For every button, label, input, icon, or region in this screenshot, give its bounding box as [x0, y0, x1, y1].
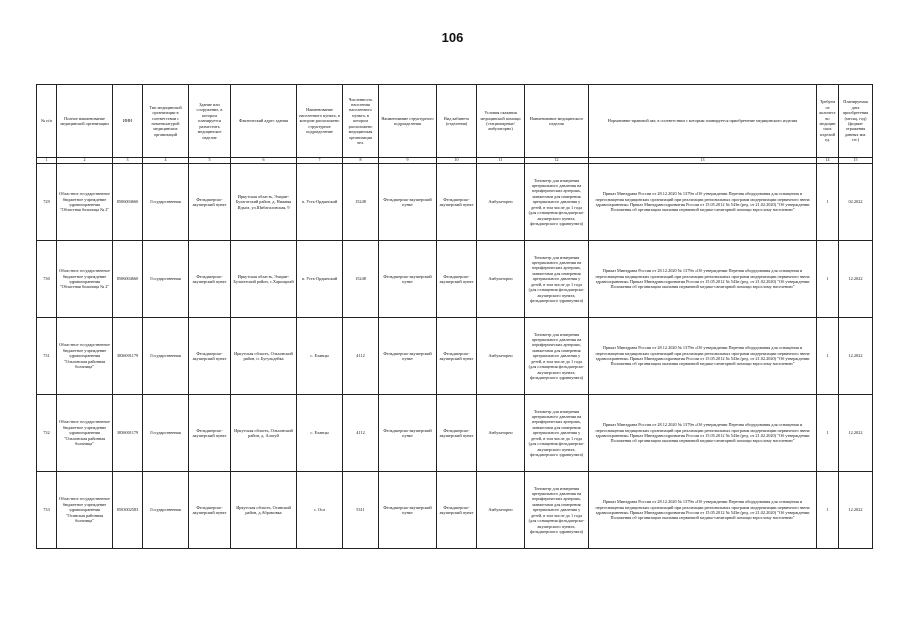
header-cell: Нормативно-правовой акт, в соответствии с которым планируется приобретение медицинского изделия: [589, 85, 817, 158]
purchase-date: 02.2022: [839, 164, 873, 241]
locality: с. Оса: [297, 472, 343, 549]
organization-type: Государственная: [143, 164, 189, 241]
subdivision: Фельдшерско-акушерский пункт: [379, 164, 437, 241]
quantity: 1: [817, 241, 839, 318]
legal-act: Приказ Минздрава России от 28.12.2020 № 1379н «Об утверждении Перечня оборудования для оснащения и переоснащения медицинских организаций при реализации региональных программ модернизации первичного звена здравоохранения» Приказ Минздравсоцразвития России от 15.05.2012 № 543н (ред. от 21.02.2020) "Об утверждении Положения об организации оказания первичной медико-санитарной помощи взрослому населению": [589, 395, 817, 472]
column-number: 3: [113, 158, 143, 164]
cabinet-type: Фельдшерско-акушерский пункт: [437, 395, 477, 472]
quantity: 1: [817, 472, 839, 549]
locality: п. Усть-Ордынский: [297, 164, 343, 241]
table-row: [37, 241, 873, 318]
row-number: 729: [37, 164, 57, 241]
legal-act: Приказ Минздрава России от 28.12.2020 № 1379н «Об утверждении Перечня оборудования для оснащения и переоснащения медицинских организаций при реализации региональных программ модернизации первичного звена здравоохранения» Приказ Минздравсоцразвития России от 15.05.2012 № 543н (ред. от 21.02.2020) "Об утверждении Положения об организации оказания первичной медико-санитарной помощи взрослому населению": [589, 472, 817, 549]
column-number: 5: [189, 158, 231, 164]
row-number: 732: [37, 395, 57, 472]
table-row: [37, 395, 873, 472]
population: 5311: [343, 472, 379, 549]
inn: 3836001179: [113, 395, 143, 472]
organization-name: Областное государственное бюджетное учреждение здравоохранения "Областная больница № 2": [57, 241, 113, 318]
care-conditions: Амбулаторно: [477, 241, 525, 318]
address: Иркутская область, Ольхонский район, п. Бугульдейка: [231, 318, 297, 395]
column-number: 13: [589, 158, 817, 164]
address: Иркутская область, Осинский район, д.Абрамовка: [231, 472, 297, 549]
header-row: [37, 85, 873, 158]
organization-name: Областное государственное бюджетное учреждение здравоохранения "Областная больница № 2": [57, 164, 113, 241]
purchase-date: 12.2022: [839, 472, 873, 549]
organization-name: Областное государственное бюджетное учреждение здравоохранения "Ольхонская районная больница": [57, 395, 113, 472]
header-cell: Наименование структурного подразделения: [379, 85, 437, 158]
cabinet-type: Фельдшерско-акушерский пункт: [437, 241, 477, 318]
quantity: 1: [817, 164, 839, 241]
medical-equipment-table: [36, 84, 873, 549]
inn: 8503002583: [113, 472, 143, 549]
population: 4112: [343, 318, 379, 395]
address: Иркутская область, Ольхонский район, д. Алагуй: [231, 395, 297, 472]
device-name: Тонометр для измерения артериального давления на периферических артериях, манжетами для измерения артериального давления у детей, в том числе до 1 года (для оснащения фельдшерско-акушерского пункта, фельдшерского здравпункта): [525, 472, 589, 549]
cabinet-type: Фельдшерско-акушерский пункт: [437, 472, 477, 549]
quantity: 1: [817, 318, 839, 395]
column-number: 4: [143, 158, 189, 164]
inn: 8506004660: [113, 164, 143, 241]
table-row: [37, 164, 873, 241]
purchase-date: 12.2022: [839, 318, 873, 395]
care-conditions: Амбулаторно: [477, 164, 525, 241]
page-number: 106: [441, 30, 464, 45]
subdivision: Фельдшерско-акушерский пункт: [379, 395, 437, 472]
header-cell: Численность населения населенного пункта, в котором расположено медицинская организация чел.: [343, 85, 379, 158]
population: 15248: [343, 241, 379, 318]
legal-act: Приказ Минздрава России от 28.12.2020 № 1379н «Об утверждении Перечня оборудования для оснащения и переоснащения медицинских организаций при реализации региональных программ модернизации первичного звена здравоохранения» Приказ Минздравсоцразвития России от 15.05.2012 № 543н (ред. от 21.02.2020) "Об утверждении Положения об организации оказания первичной медико-санитарной помощи взрослому населению": [589, 164, 817, 241]
column-number: 1: [37, 158, 57, 164]
header-cell: Планируемая дата приобретения (месяц, год) (формат отражения данных мм. ггг.): [839, 85, 873, 158]
cabinet-type: Фельдшерско-акушерский пункт: [437, 318, 477, 395]
device-name: Тонометр для измерения артериального давления на периферических артериях, манжетами для измерения артериального давления у детей, в том числе до 1 года (для оснащения фельдшерско-акушерского пункта, фельдшерского здравпункта): [525, 164, 589, 241]
row-number: 733: [37, 472, 57, 549]
building: Фельдшерско-акушерский пункт: [189, 318, 231, 395]
building: Фельдшерско-акушерский пункт: [189, 472, 231, 549]
locality: с. Еланцы: [297, 395, 343, 472]
subdivision: Фельдшерско-акушерский пункт: [379, 241, 437, 318]
building: Фельдшерско-акушерский пункт: [189, 241, 231, 318]
legal-act: Приказ Минздрава России от 28.12.2020 № 1379н «Об утверждении Перечня оборудования для оснащения и переоснащения медицинских организаций при реализации региональных программ модернизации первичного звена здравоохранения» Приказ Минздравсоцразвития России от 15.05.2012 № 543н (ред. от 21.02.2020) "Об утверждении Положения об организации оказания первичной медико-санитарной помощи взрослому населению": [589, 241, 817, 318]
column-number: 10: [437, 158, 477, 164]
population: 15248: [343, 164, 379, 241]
table-row: [37, 318, 873, 395]
purchase-date: 12.2022: [839, 395, 873, 472]
device-name: Тонометр для измерения артериального давления на периферических артериях, манжетами для измерения артериального давления у детей, в том числе до 1 года (для оснащения фельдшерско-акушерского пункта, фельдшерского здравпункта): [525, 241, 589, 318]
header-cell: Здание или сооружение, в котором планируется разместить медицинское изделие: [189, 85, 231, 158]
locality: п. Усть-Ордынский: [297, 241, 343, 318]
building: Фельдшерско-акушерский пункт: [189, 164, 231, 241]
subdivision: Фельдшерско-акушерский пункт: [379, 318, 437, 395]
organization-name: Областное государственное бюджетное учреждение здравоохранения "Осинская районная больница": [57, 472, 113, 549]
column-number: 15: [839, 158, 873, 164]
address: Иркутская область, Эхирит-Булагатский район, д. Нижняя Идыга, ул.Шибагаловская, 9: [231, 164, 297, 241]
address: Иркутская область, Эхирит-Булагатский район, с.Харазаргай: [231, 241, 297, 318]
column-number: 11: [477, 158, 525, 164]
legal-act: Приказ Минздрава России от 28.12.2020 № 1379н «Об утверждении Перечня оборудования для оснащения и переоснащения медицинских организаций при реализации региональных программ модернизации первичного звена здравоохранения» Приказ Минздравсоцразвития России от 15.05.2012 № 543н (ред. от 21.02.2020) "Об утверждении Положения об организации оказания первичной медико-санитарной помощи взрослому населению": [589, 318, 817, 395]
quantity: 1: [817, 395, 839, 472]
subdivision: Фельдшерско-акушерский пункт: [379, 472, 437, 549]
header-cell: Вид кабинета (отделения): [437, 85, 477, 158]
header-cell: ИНН: [113, 85, 143, 158]
header-cell: Наименование населенного пункта, в котором расположено структурное подразделение: [297, 85, 343, 158]
organization-type: Государственная: [143, 472, 189, 549]
column-number: 12: [525, 158, 589, 164]
row-number: 731: [37, 318, 57, 395]
table-row: [37, 472, 873, 549]
organization-type: Государственная: [143, 395, 189, 472]
care-conditions: Амбулаторно: [477, 395, 525, 472]
organization-type: Государственная: [143, 318, 189, 395]
column-number: 6: [231, 158, 297, 164]
header-cell: № п/п: [37, 85, 57, 158]
header-cell: Фактический адрес здания: [231, 85, 297, 158]
column-number: 9: [379, 158, 437, 164]
inn: 8506004660: [113, 241, 143, 318]
column-number: 2: [57, 158, 113, 164]
device-name: Тонометр для измерения артериального давления на периферических артериях, манжетами для измерения артериального давления у детей, в том числе до 1 года (для оснащения фельдшерско-акушерского пункта, фельдшерского здравпункта): [525, 395, 589, 472]
column-number: 14: [817, 158, 839, 164]
locality: с. Еланцы: [297, 318, 343, 395]
column-number: 7: [297, 158, 343, 164]
purchase-date: 12.2022: [839, 241, 873, 318]
care-conditions: Амбулаторно: [477, 318, 525, 395]
organization-name: Областное государственное бюджетное учреждение здравоохранения "Ольхонская районная больница": [57, 318, 113, 395]
building: Фельдшерско-акушерский пункт: [189, 395, 231, 472]
population: 4112: [343, 395, 379, 472]
care-conditions: Амбулаторно: [477, 472, 525, 549]
header-cell: Условия оказания медицинской помощи (стационарные/амбулаторно): [477, 85, 525, 158]
row-number: 730: [37, 241, 57, 318]
header-cell: Требуемое количество медицинских изделий ед.: [817, 85, 839, 158]
cabinet-type: Фельдшерско-акушерский пункт: [437, 164, 477, 241]
inn: 3836001179: [113, 318, 143, 395]
column-number: 8: [343, 158, 379, 164]
header-cell: Наименование медицинского изделия: [525, 85, 589, 158]
header-cell: Тип медицинской организации в соответствии с номенклатурой медицинских организаций: [143, 85, 189, 158]
organization-type: Государственная: [143, 241, 189, 318]
header-cell: Полное наименование медицинской организации: [57, 85, 113, 158]
device-name: Тонометр для измерения артериального давления на периферических артериях, манжетами для измерения артериального давления у детей, в том числе до 1 года (для оснащения фельдшерско-акушерского пункта, фельдшерского здравпункта): [525, 318, 589, 395]
